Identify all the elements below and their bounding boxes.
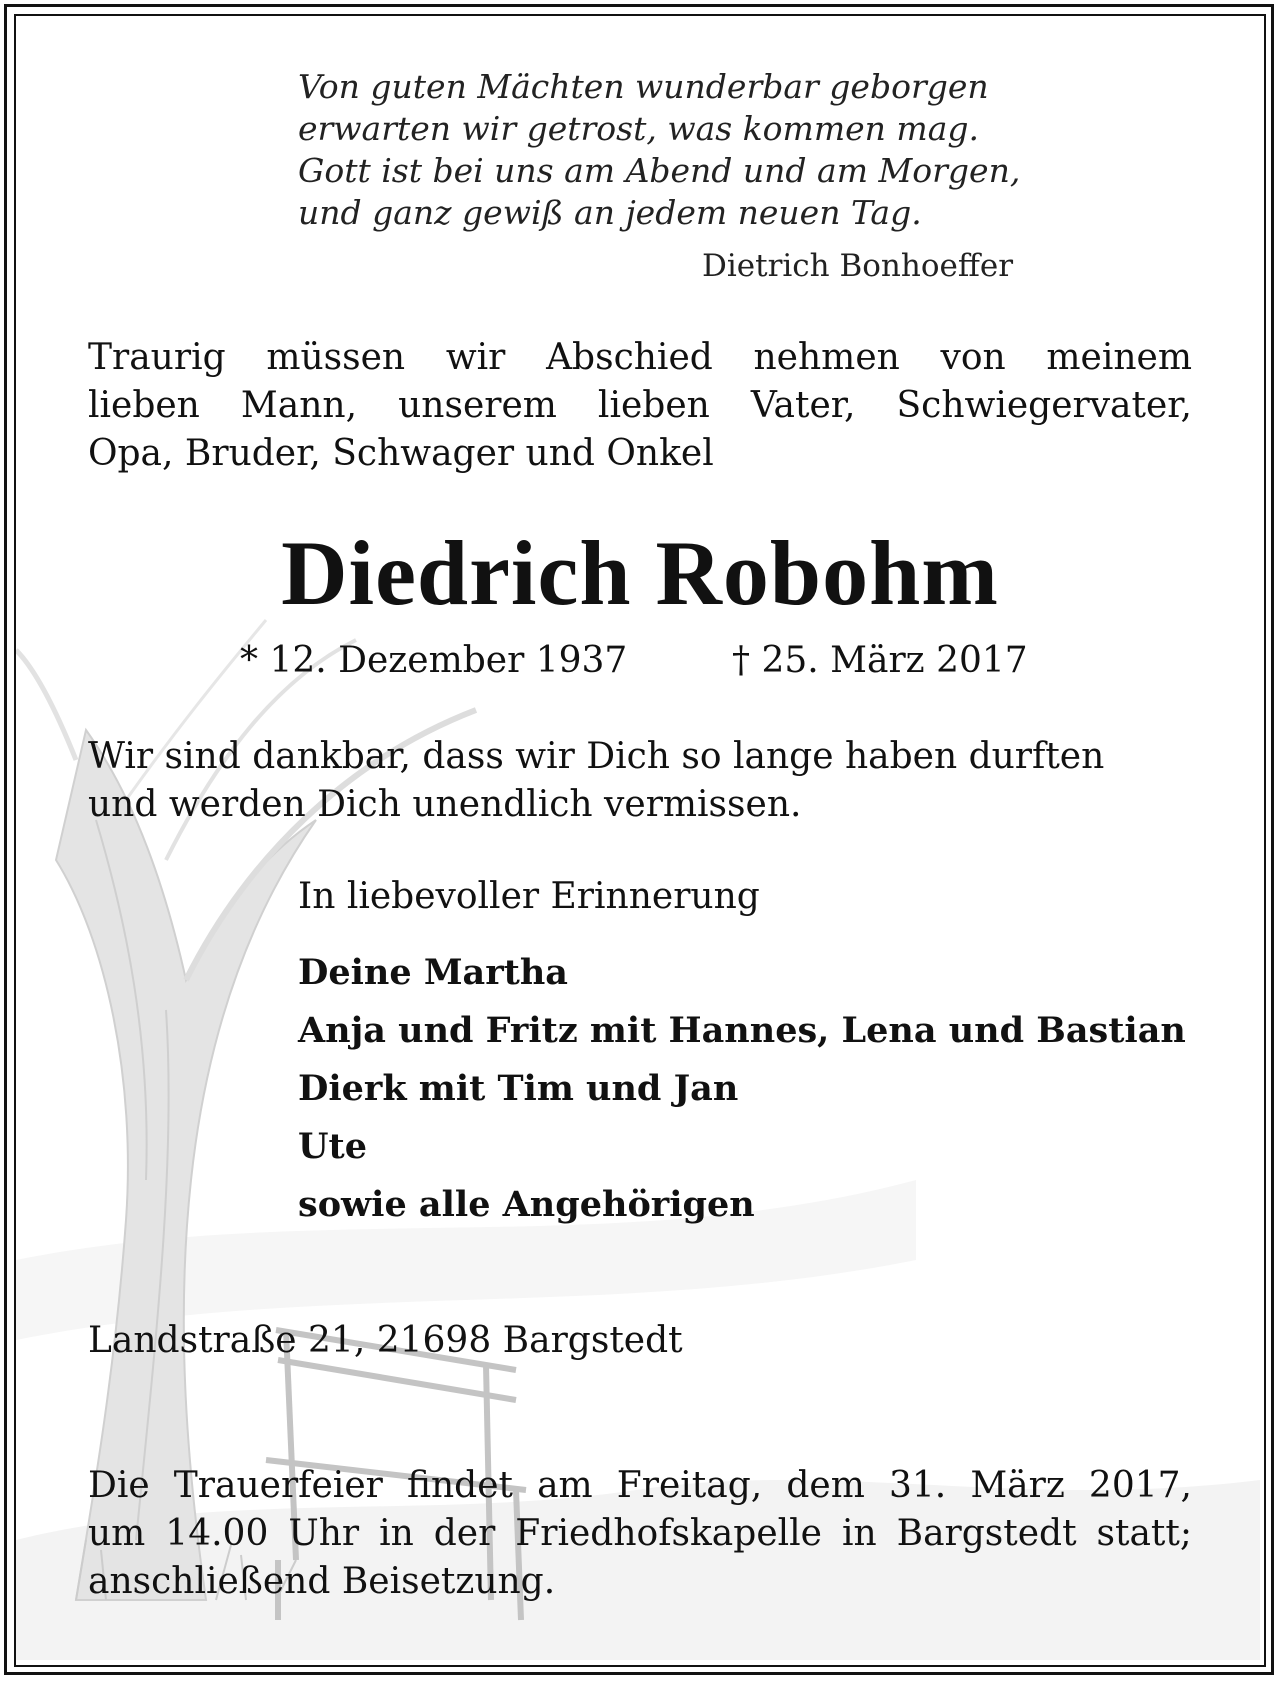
intro-line: Traurig müssen wir Abschied nehmen von meinem xyxy=(88,337,1192,378)
deceased-name: Diedrich Robohm xyxy=(281,522,999,624)
thanks-line: und werden Dich unendlich vermissen. xyxy=(88,784,802,825)
mourner: Dierk mit Tim und Jan xyxy=(298,1068,739,1109)
quote-line: und ganz gewiß an jedem neuen Tag. xyxy=(298,193,922,232)
thanks-line: Wir sind dankbar, dass wir Dich so lange haben durften xyxy=(88,736,1105,777)
mourner: Ute xyxy=(298,1126,367,1167)
service-line: Die Trauerfeier findet am Freitag, dem 31. März 2017, xyxy=(88,1465,1192,1506)
mourner: Anja und Fritz mit Hannes, Lena und Bastian xyxy=(298,1010,1186,1051)
family-address: Landstraße 21, 21698 Bargstedt xyxy=(88,1320,683,1361)
service-line: um 14.00 Uhr in der Friedhofskapelle in Bargstedt statt; xyxy=(88,1513,1192,1554)
quote-author: Dietrich Bonhoeffer xyxy=(702,248,1014,284)
mourners-list xyxy=(298,944,1186,1234)
quote-line: erwarten wir getrost, was kommen mag. xyxy=(298,109,979,148)
death-date: † 25. März 2017 xyxy=(732,640,1028,681)
mourner: Deine Martha xyxy=(298,952,568,993)
in-memory-heading: In liebevoller Erinnerung xyxy=(298,876,760,917)
birth-date: * 12. Dezember 1937 xyxy=(240,640,628,681)
quote-line: Gott ist bei uns am Abend und am Morgen, xyxy=(298,151,1021,190)
bonhoeffer-quote xyxy=(298,66,1020,234)
farewell-intro xyxy=(88,334,1192,478)
mourner: sowie alle Angehörigen xyxy=(298,1184,755,1225)
quote-line: Von guten Mächten wunderbar geborgen xyxy=(298,67,989,106)
intro-line: Opa, Bruder, Schwager und Onkel xyxy=(88,433,714,474)
intro-line: lieben Mann, unserem lieben Vater, Schwiegervater, xyxy=(88,385,1192,426)
service-line: anschließend Beisetzung. xyxy=(88,1561,556,1602)
funeral-service-notice xyxy=(88,1462,1192,1606)
gratitude-text xyxy=(88,733,1104,829)
